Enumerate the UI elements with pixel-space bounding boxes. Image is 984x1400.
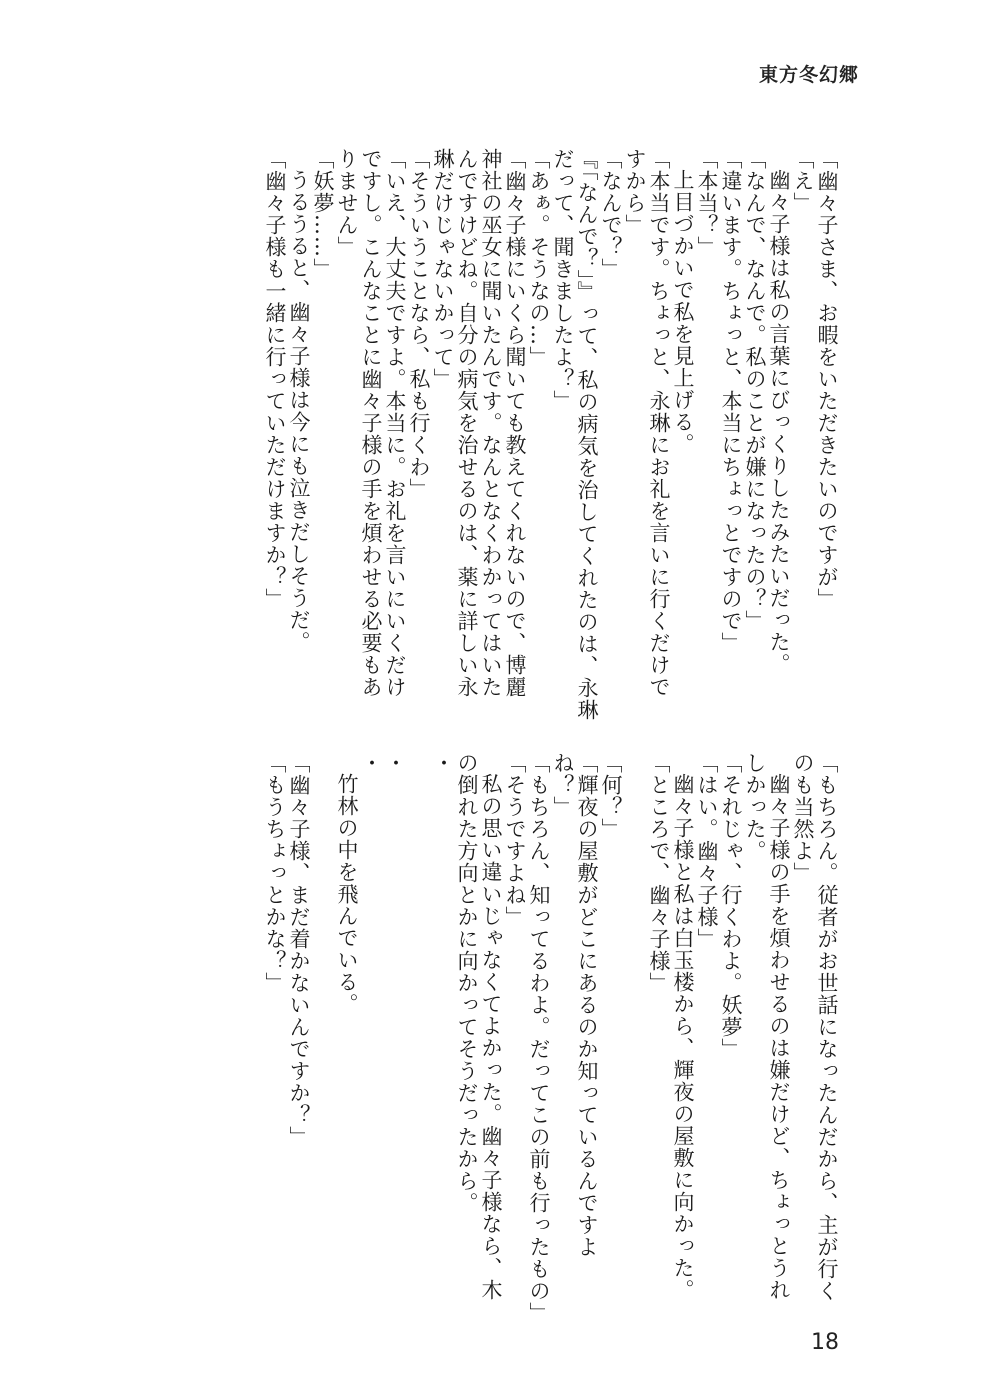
text-line: ですし。こんなことに幽々子様の手を煩わせる必要もあ xyxy=(359,148,383,698)
text-line: りません」 xyxy=(335,148,359,258)
text-line: 幽々子様は私の言葉にびっくりしたみたいだった。 xyxy=(767,169,791,675)
text-line: 「もちろん、知ってるわよ。だってこの前も行ったもの」 xyxy=(527,752,551,1324)
text-line: 幽々子様の手を煩わせるのは嫌だけど、ちょっとうれ xyxy=(767,773,791,1301)
text-line: 幽々子様と私は白玉楼から、輝夜の屋敷に向かった。 xyxy=(671,773,695,1301)
text-line: 神社の巫女に聞いたんです。なんとなくわかってはいた xyxy=(479,148,503,698)
text-line: 「幽々子様も一緒に行っていただけますか？」 xyxy=(263,148,287,610)
text-line: 「そうですよね」 xyxy=(503,752,527,928)
text-line: 「妖夢……」 xyxy=(311,148,335,280)
text-line: 「あぁ。そうなの…」 xyxy=(527,148,551,368)
text-line: 「違います。ちょっと、本当にちょっとですので」 xyxy=(719,148,743,654)
text-line: 「なんで？」 xyxy=(599,148,623,280)
text-line: 竹林の中を飛んでいる。 xyxy=(335,773,359,1015)
text-line: 「それじゃ、行くわよ。妖夢」 xyxy=(719,752,743,1060)
text-line: 琳だけじゃないかって」 xyxy=(431,148,455,390)
text-line: 上目づかいで私を見上げる。 xyxy=(671,169,695,455)
text-line: ・ xyxy=(383,752,407,774)
text-line: すから」 xyxy=(623,148,647,236)
text-line: 「幽々子様、まだ着かないんですか？」 xyxy=(287,752,311,1148)
text-line: 「いえ、大丈夫ですよ。本当に。お礼を言いにいくだけ xyxy=(383,148,407,698)
text-line: ね？」 xyxy=(551,752,575,818)
text-line: 「幽々子様にいくら聞いても教えてくれないので、博麗 xyxy=(503,148,527,698)
book-title-header: 東方冬幻郷 xyxy=(758,64,859,86)
text-line: 私の思い違いじゃなくてよかった。幽々子様なら、木 xyxy=(479,773,503,1301)
text-line: 「そういうことなら、私も行くわ」 xyxy=(407,148,431,500)
text-line: 「もうちょっとかな？」 xyxy=(263,752,287,994)
text-line: ・ xyxy=(431,752,455,774)
text-line: 「本当です。ちょっと、永琳にお礼を言いに行くだけで xyxy=(647,148,671,698)
text-line: 「輝夜の屋敷がどこにあるのか知っているんですよ xyxy=(575,752,599,1258)
text-line: 「え」 xyxy=(791,148,815,214)
lower-text-block xyxy=(139,752,839,1324)
text-line: 「何？」 xyxy=(599,752,623,840)
text-line: の倒れた方向とかに向かってそうだったから。 xyxy=(455,752,479,1214)
text-line: ・ xyxy=(359,752,383,774)
upper-text-block xyxy=(139,148,839,721)
text-line: 「ところで、幽々子様」 xyxy=(647,752,671,994)
text-line: のも当然よ」 xyxy=(791,752,815,884)
text-line: 「なんで、なんで。私のことが嫌になったの？」 xyxy=(743,148,767,632)
text-line: しかった。 xyxy=(743,752,767,862)
text-line: 『「なんで？」』って、私の病気を治してくれたのは、永琳 xyxy=(575,148,599,721)
text-line: 「はい。幽々子様」 xyxy=(695,752,719,950)
text-line: 「もちろん。従者がお世話になったんだから、主が行く xyxy=(815,752,839,1302)
text-line: うるうると、幽々子様は今にも泣きだしそうだ。 xyxy=(287,169,311,653)
text-line: んですけどね。自分の病気を治せるのは、薬に詳しい永 xyxy=(455,148,479,698)
text-line: だって、聞きましたよ？」 xyxy=(551,148,575,412)
text-line: 「幽々子さま、お暇をいただきたいのですが」 xyxy=(815,148,839,610)
page-number: 18 xyxy=(811,1330,839,1355)
text-line: 「本当？」 xyxy=(695,148,719,258)
